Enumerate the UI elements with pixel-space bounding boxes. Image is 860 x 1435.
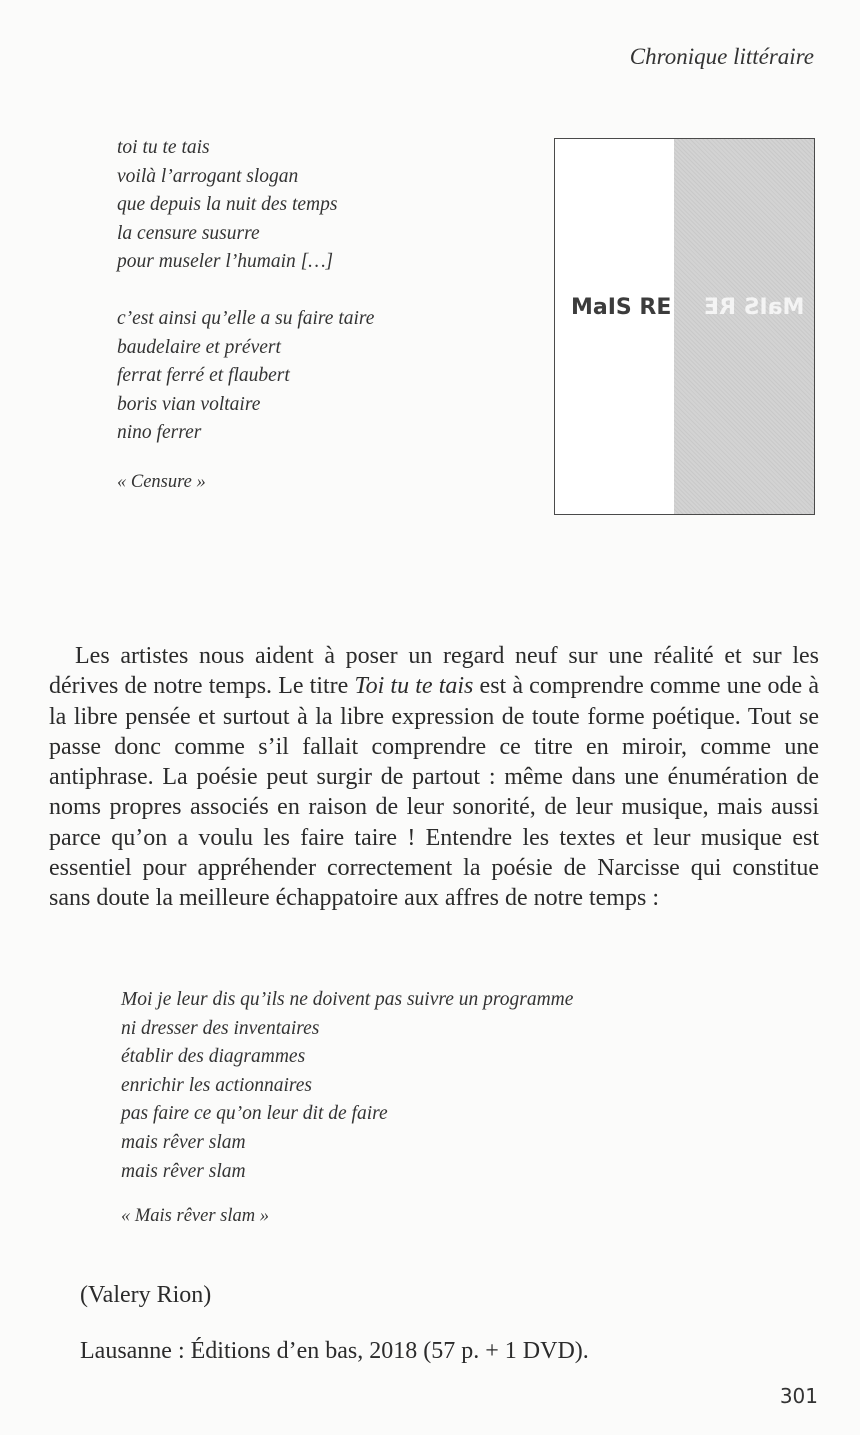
poem-line: pas faire ce qu’on leur dit de faire (121, 1103, 388, 1125)
book-title: Toi tu te tais (354, 673, 474, 700)
poem-line: la censure susurre (117, 222, 260, 244)
cover-title-mirrored-text: MaIS RE (703, 295, 804, 320)
running-header: Chronique littéraire (629, 44, 814, 69)
stanza-break (117, 277, 374, 305)
publication-info: Lausanne : Éditions d’en bas, 2018 (57 p. + 1 DVD). (80, 1338, 589, 1364)
poem-line: c’est ainsi qu’elle a su faire taire (117, 307, 375, 329)
poem-censure (117, 134, 374, 497)
poem-line: mais rêver slam (121, 1160, 246, 1182)
paragraph-text: est à comprendre comme une ode à la libre pensée et surtout à la libre expression de toute forme poétique. Tout se passe donc comme s’il fallait comprendre ce titre en miroir, comme une antiphrase. La poésie peut surgir de partout : même dans une énumération de noms propres associés en raison de leur sonorité, de leur musique, mais aussi parce qu’on a voulu les faire taire ! Entendre les textes et leur musique est essentiel pour appréhender correctement la poésie de Narcisse qui constitue sans doute la meilleure échappatoire aux affres de notre temps : (49, 673, 819, 912)
poem-line: nino ferrer (117, 422, 202, 444)
author-signoff: (Valery Rion) (80, 1282, 212, 1308)
book-cover-image (554, 138, 815, 515)
cover-title-mirrored (674, 291, 804, 325)
poem-line: pour museler l’humain […] (117, 251, 334, 273)
cover-gray-band (674, 139, 814, 514)
page-number: 301 (779, 1384, 818, 1408)
poem-line: boris vian voltaire (117, 393, 261, 415)
poem-line: établir des diagrammes (121, 1046, 306, 1068)
paragraph-text: Les artistes nous aident à poser un regard neuf sur une réalité et sur les dérives de notre temps. Le titre (49, 643, 819, 700)
cover-title: MaIS RE (571, 295, 672, 320)
poem-line: mais rêver slam (121, 1131, 246, 1153)
poem-line: Moi je leur dis qu’ils ne doivent pas suivre un programme (121, 989, 574, 1010)
poem-line: enrichir les actionnaires (121, 1074, 313, 1096)
poem-line: baudelaire et prévert (117, 336, 281, 358)
poem-line: toi tu te tais (117, 137, 210, 158)
poem-line: voilà l’arrogant slogan (117, 165, 299, 187)
poem-credit: « Censure » (117, 471, 206, 492)
poem-credit: « Mais rêver slam » (121, 1206, 269, 1227)
body-paragraph (49, 641, 819, 914)
poem-line: que depuis la nuit des temps (117, 194, 338, 216)
poem-mais-rever-slam (121, 986, 573, 1231)
poem-line: ni dresser des inventaires (121, 1017, 320, 1039)
poem-line: ferrat ferré et flaubert (117, 365, 290, 387)
